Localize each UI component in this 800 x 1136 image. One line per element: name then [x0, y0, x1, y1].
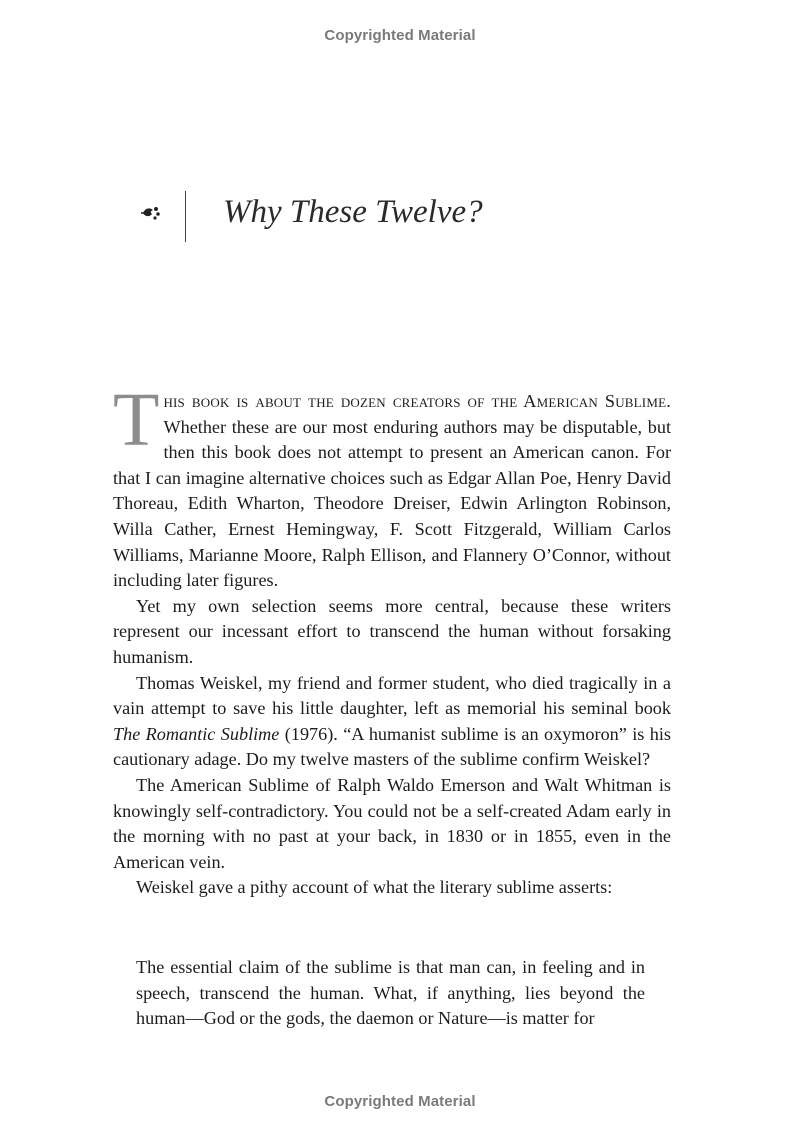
opening-paragraph — [113, 378, 671, 594]
watermark-bottom: Copyrighted Material — [324, 1093, 476, 1110]
paragraph: Yet my own selection seems more central, because these writers represent our incessant effort to transcend the human without forsaking humanism. — [113, 595, 671, 667]
chapter-title: Why These Twelve? — [223, 194, 483, 230]
paragraph: Weiskel gave a pithy account of what the literary sublime asserts: — [136, 877, 613, 898]
opening-smallcaps: his book is about the dozen creators of the American Sublime. — [163, 391, 671, 411]
body-text — [113, 378, 671, 901]
paragraph-text: (1976). “A humanist sublime is an oxymoron” is his cautionary adage. Do my twelve masters of the sublime confirm Weiskel? — [113, 723, 671, 770]
book-title: The Romantic Sublime — [113, 723, 280, 744]
drop-cap: T — [113, 378, 160, 462]
block-quote — [136, 955, 645, 1032]
title-divider — [185, 191, 186, 242]
weiskel-paragraph — [113, 671, 671, 773]
watermark-top: Copyrighted Material — [324, 27, 476, 44]
paragraph-text: Thomas Weiskel, my friend and former student, who died tragically in a vain attempt to save his little daughter, left as memorial his seminal book — [113, 672, 671, 719]
opening-text: Whether these are our most enduring authors may be disputable, but then this book does not attempt to present an American canon. For that I can imagine alternative choices such as Edgar Allan Poe, Henry David Thoreau, Edith Wharton, Theodore Dreiser, Edwin Arlington Robinson, Willa Cather, Ernest Hemingway, F. Scott Fitzgerald, William Carlos Williams, Marianne Moore, Ralph Ellison, and Flannery O’Connor, without including later figures. — [113, 416, 671, 591]
block-quote-text: The essential claim of the sublime is that man can, in feeling and in speech, transcend the human. What, if anything, lies beyond the human—God or the gods, the daemon or Nature—is matter for — [136, 957, 645, 1029]
fleuron-icon — [140, 204, 162, 222]
paragraph: The American Sublime of Ralph Waldo Emerson and Walt Whitman is knowingly self-contradictory. You could not be a self-created Adam early in the morning with no past at your back, in 1830 or in 1855, even in the American vein. — [113, 774, 671, 872]
